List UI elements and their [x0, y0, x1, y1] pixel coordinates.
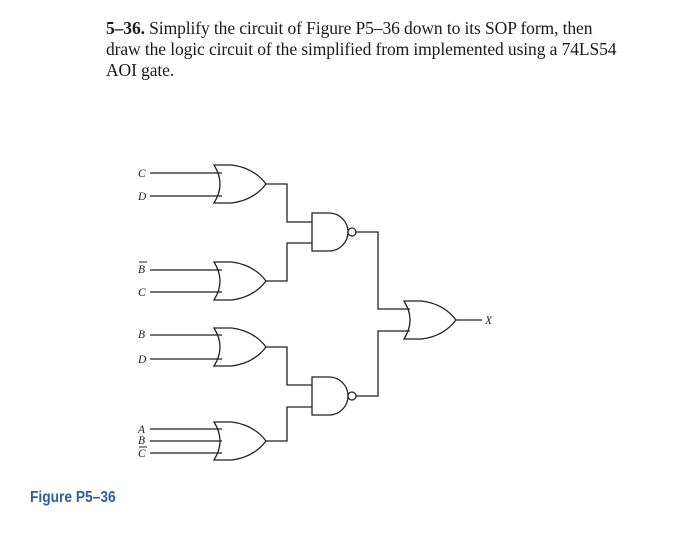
wire-or1-to-nand1 — [266, 184, 312, 222]
nand-gate-1 — [312, 213, 348, 251]
output-label-x: X — [485, 315, 493, 327]
or-gate-3 — [214, 328, 266, 366]
problem-number: 5–36. — [106, 18, 145, 38]
nand-gate-2 — [312, 377, 348, 415]
problem-text-1: Simplify the circuit of Figure P5–36 down to its SOP form, then — [149, 18, 593, 38]
wire-nand1-to-or5 — [356, 232, 410, 309]
input-label-b3: B — [138, 435, 146, 447]
wire-or2-to-nand1 — [266, 243, 312, 281]
figure-label: Figure P5–36 — [30, 489, 116, 506]
nand-gate-1-bubble — [348, 228, 356, 236]
problem-line-2: draw the logic circuit of the simplified from implemented using a 74LS54 — [106, 39, 617, 59]
wire-or3-to-nand2 — [266, 347, 312, 385]
problem-line-3: AOI gate. — [106, 60, 175, 80]
input-label-b: B — [138, 329, 146, 341]
input-label-c-bar: C — [138, 448, 146, 460]
input-label-c1: C — [138, 168, 146, 180]
input-label-b-bar: B — [138, 264, 146, 276]
or-gate-1 — [214, 165, 266, 203]
or-gate-output — [404, 301, 456, 339]
input-label-d1: D — [138, 191, 147, 203]
input-label-a: A — [138, 424, 146, 436]
input-label-c2: C — [138, 287, 146, 299]
wire-nand2-to-or5 — [356, 331, 410, 396]
nand-gate-2-bubble — [348, 392, 356, 400]
input-label-d2: D — [138, 354, 147, 366]
or-gate-2 — [214, 262, 266, 300]
wire-or4-to-nand2 — [266, 407, 312, 441]
